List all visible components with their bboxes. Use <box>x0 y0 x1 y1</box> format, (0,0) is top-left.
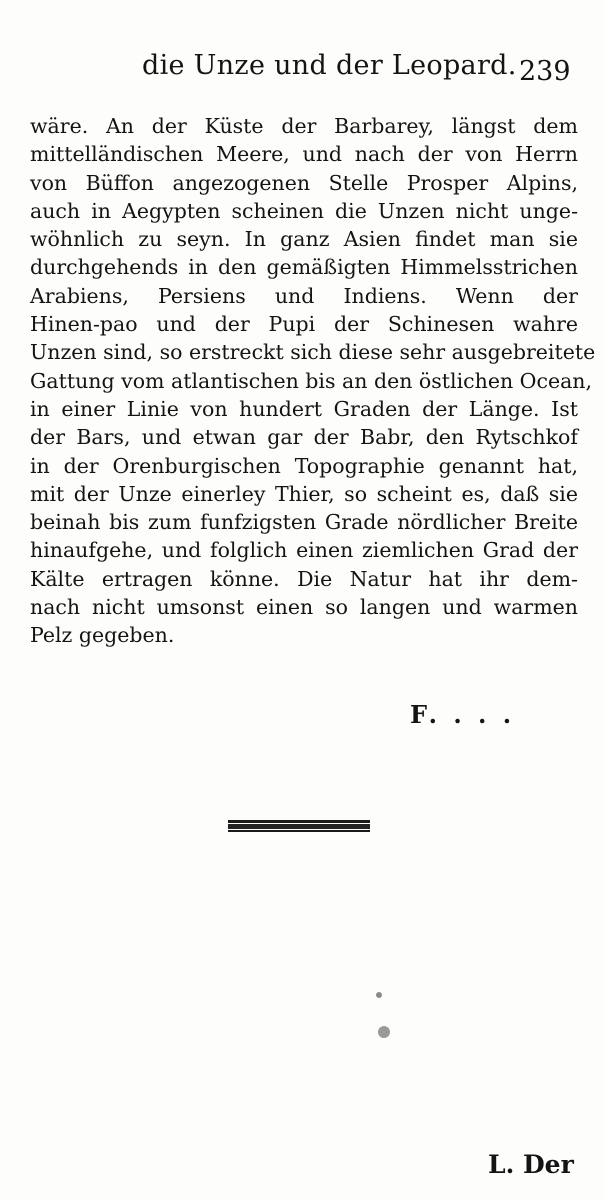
text-line: wäre. An der Küste der Barbarey, längst dem <box>30 114 578 138</box>
text-line: mittelländischen Meere, und nach der von Herrn <box>30 142 578 167</box>
rule-line-top <box>228 820 370 823</box>
text-line: Kälte ertragen könne. Die Natur hat ihr dem- <box>30 566 578 591</box>
text-line: beinah bis zum funfzigsten Grade nördlicher Breite <box>30 510 578 535</box>
text-line: auch in Aegypten scheinen die Unzen nicht unge- <box>30 198 578 223</box>
text-line: Gattung vom atlantischen bis an den östlichen Ocean, <box>30 368 593 393</box>
text-line: in einer Linie von hundert Graden der Länge. Ist <box>30 396 578 421</box>
text-line: in der Orenburgischen Topographie genannt hat, <box>30 453 578 478</box>
page-number: 239 <box>519 56 571 87</box>
text-line: Unzen sind, so erstreckt sich diese sehr ausgebreitete <box>30 340 596 365</box>
ornamental-rule <box>228 820 370 832</box>
signature-mark: F. . . . <box>410 700 516 729</box>
text-line: hinaufgehe, und folglich einen ziemlichen Grad der <box>30 538 578 563</box>
running-title: die Unze und der Leopard. <box>142 50 517 81</box>
text-line-last: Pelz gegeben. <box>30 623 175 648</box>
paper-speck <box>376 992 382 998</box>
body-text <box>30 112 596 650</box>
rule-line-middle <box>228 824 370 829</box>
running-head <box>0 50 604 94</box>
text-line: mit der Unze einerley Thier, so scheint es, daß sie <box>30 481 578 506</box>
catchword: L. Der <box>488 1150 574 1179</box>
rule-line-bottom <box>228 830 370 832</box>
paper-speck <box>378 1026 390 1038</box>
text-line: nach nicht umsonst einen so langen und warmen <box>30 595 578 620</box>
text-line: der Bars, und etwan gar der Babr, den Rytschkof <box>30 425 578 450</box>
text-line: von Büffon angezogenen Stelle Prosper Alpins, <box>30 170 578 195</box>
text-line: Arabiens, Persiens und Indiens. Wenn der <box>30 283 578 308</box>
text-line: durchgehends in den gemäßigten Himmelsstrichen <box>30 255 578 280</box>
text-line: Hinen-pao und der Pupi der Schinesen wahre <box>30 312 578 337</box>
text-line: wöhnlich zu seyn. In ganz Asien findet man sie <box>30 227 578 252</box>
